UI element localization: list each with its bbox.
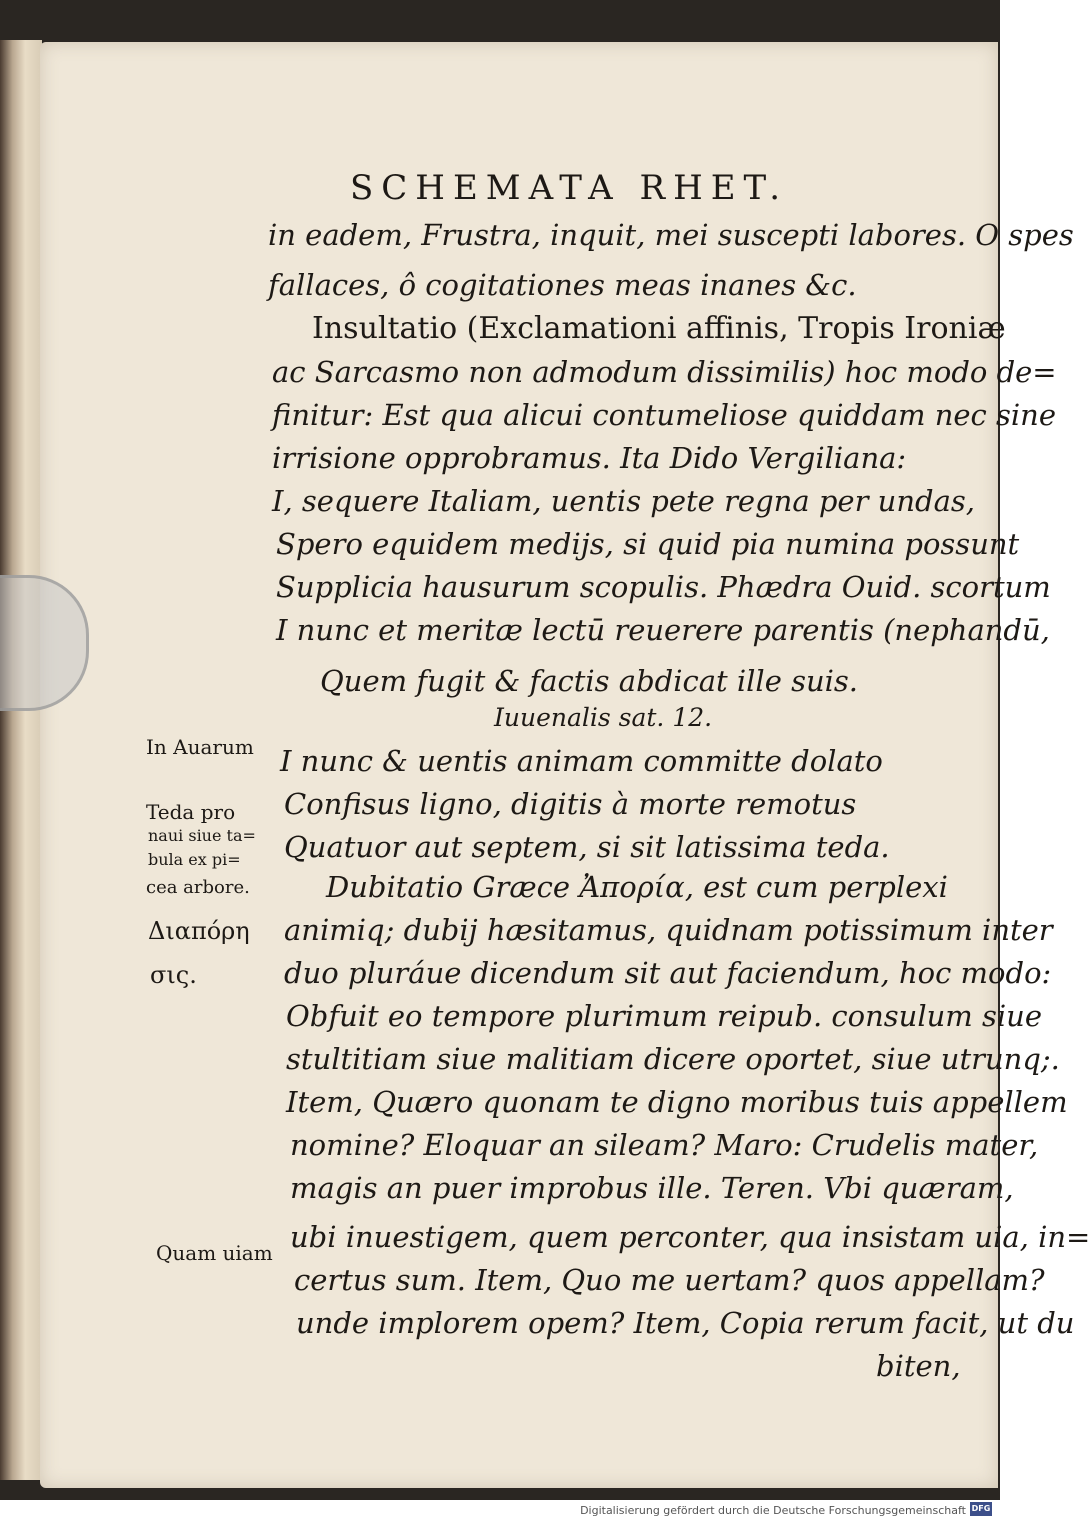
margin-note: Διαπόρη (148, 917, 250, 945)
text-line: Spero equidem medijs, si quid pia numina possunt (276, 527, 1020, 561)
text-line: I, sequere Italiam, uentis pete regna per undas, (272, 484, 975, 518)
text-line: I nunc & uentis animam committe dolato (280, 744, 883, 778)
text-line: Insultatio (Exclamationi affinis, Tropis Ironiæ (312, 311, 1006, 346)
text-line: animiq; dubij hæsitamus, quidnam potissimum inter (284, 913, 1053, 947)
text-line: magis an puer improbus ille. Teren. Vbi quæram, (290, 1171, 1014, 1205)
text-line: Supplicia hausurum scopulis. Phædra Ouid. scortum (276, 570, 1051, 604)
margin-note: σις. (150, 961, 197, 989)
text-line: Item, Quæro quonam te digno moribus tuis appellem (286, 1085, 1068, 1119)
text-line: unde implorem opem? Item, Copia rerum facit, ut du (296, 1306, 1075, 1340)
text-line: ubi inuestigem, quem perconter, qua insistam uia, in= (290, 1220, 1090, 1254)
margin-note: Teda pro (146, 800, 236, 824)
margin-note: naui siue ta= (148, 826, 256, 845)
text-line: Quatuor aut septem, si sit latissima teda. (284, 830, 890, 864)
text-line: nomine? Eloquar an sileam? Maro: Crudelis mater, (290, 1128, 1039, 1162)
text-line: I nunc et meritæ lectū reuerere parentis (nephandū, (276, 613, 1050, 647)
footer-credit: Digitalisierung gefördert durch die Deutsche Forschungsgemeinschaft (580, 1504, 966, 1517)
book-spine-edge (0, 40, 42, 1480)
margin-note: cea arbore. (146, 877, 250, 898)
dfg-logo: DFG (970, 1502, 992, 1516)
text-line: Obfuit eo tempore plurimum reipub. consulum siue (286, 999, 1043, 1033)
text-line: Confisus ligno, digitis à morte remotus (284, 787, 857, 821)
margin-note: bula ex pi= (148, 850, 241, 869)
margin-note: Quam uiam (156, 1241, 273, 1265)
text-line: finitur: Est qua alicui contumeliose quiddam nec sine (272, 398, 1056, 432)
text-line: ac Sarcasmo non admodum dissimilis) hoc modo de= (272, 355, 1057, 389)
running-header: SCHEMATA RHET. (350, 168, 789, 208)
text-line: Dubitatio Græce Ἀπορία, est cum perplexi (326, 870, 948, 904)
text-line: Quem fugit & factis abdicat ille suis. (320, 664, 859, 698)
text-line: stultitiam siue malitiam dicere oportet, siue utrunq;. (286, 1042, 1060, 1076)
text-line: certus sum. Item, Quo me uertam? quos appellam? (294, 1263, 1045, 1297)
text-line: biten, (876, 1349, 961, 1383)
text-line: fallaces, ô cogitationes meas inanes &c. (268, 268, 857, 302)
text-line: in eadem, Frustra, inquit, mei suscepti labores. O spes (268, 218, 1074, 252)
margin-note: In Auarum (146, 735, 254, 759)
text-line: duo pluráue dicendum sit aut faciendum, hoc modo: (284, 956, 1052, 990)
text-line: Iuuenalis sat. 12. (494, 703, 713, 732)
text-line: irrisione opprobramus. Ita Dido Vergiliana: (272, 441, 907, 475)
